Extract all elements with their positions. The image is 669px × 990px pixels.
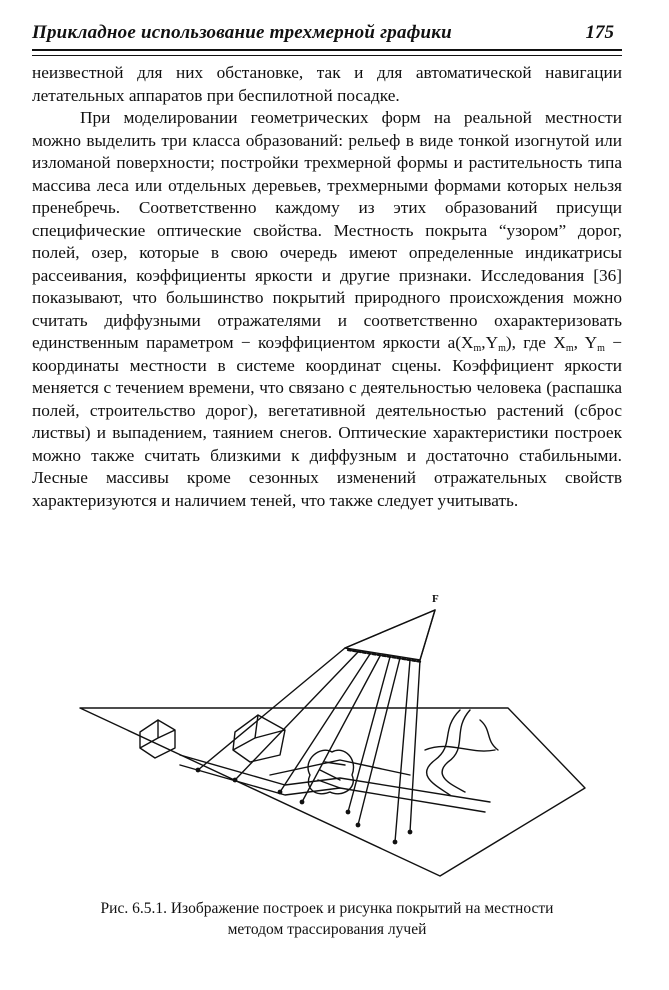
ground-plane bbox=[80, 708, 585, 876]
stream bbox=[427, 710, 460, 795]
body-text bbox=[32, 62, 622, 512]
ray bbox=[280, 654, 370, 792]
image-plane-edge bbox=[348, 650, 422, 662]
ray bbox=[358, 658, 400, 825]
ray bbox=[348, 657, 390, 812]
figure-caption bbox=[32, 898, 622, 940]
ray-hit-point bbox=[346, 810, 351, 815]
road bbox=[270, 760, 410, 775]
field-boundary bbox=[425, 746, 495, 751]
paragraph-continued: неизвестной для них обстановке, так и для автоматической навигации летательных аппаратов при беспилотной посадке. bbox=[32, 63, 622, 105]
figure-ray-tracing bbox=[40, 580, 630, 880]
ray bbox=[410, 660, 420, 832]
tree-cluster bbox=[308, 750, 353, 794]
header-rule bbox=[32, 49, 622, 56]
ray bbox=[198, 648, 345, 770]
caption-line-2: методом трассирования лучей bbox=[227, 921, 427, 938]
running-head-title: Прикладное использование трехмерной графики bbox=[32, 22, 452, 43]
ray bbox=[302, 656, 380, 802]
apex-ray-right bbox=[420, 610, 435, 660]
ray bbox=[395, 660, 410, 842]
ray-hit-point bbox=[356, 823, 361, 828]
stream bbox=[442, 710, 470, 792]
ray-tracing-illustration bbox=[40, 580, 630, 880]
paragraph-terrain-modeling: При моделировании геометрических форм на реальной местности можно выделить три класса образований: рельеф в виде тонкой изогнутой или изломаной поверхности; постройки трехмерной формы и растительность типа массива леса или отдельных деревьев, трехмерными формами которых нельзя пренебречь. Соответственно каждому из этих образований присущи специфические оптические свойства. Местность покрыта “узором” дорог, полей, озер, которые в свою очередь имеют определенные индикатрисы рассеивания, коэффициенты яркости и другие признаки. Исследования [36] показывают, что большинство покрытий природного происхождения можно считать диффузными отражателями и соответственно охарактеризовать единственным параметром − коэффициентом яркости $a(X_m,Y_m)$, где $X_m$, $Y_m$ − координаты местности в системе координат сцены. Коэффициент яркости меняется с течением времени, что связано с деятельностью человека (распашка полей, строительство дорог), вегетативной деятельностью растений (сброс листвы) и выпадением, таянием снегов. Оптические характеристики построек можно также считать близкими к диффузным и достаточно стабильными. Лесные массивы кроме сезонных изменений отражательных свойств характеризуются и наличием теней, что также следует учитывать. bbox=[32, 108, 622, 510]
ray-hit-point bbox=[300, 800, 305, 805]
apex-ray-left bbox=[345, 610, 435, 648]
field-boundary bbox=[480, 720, 498, 750]
running-head bbox=[32, 20, 622, 48]
page-number: 175 bbox=[585, 22, 614, 43]
ray-hit-point bbox=[393, 840, 398, 845]
ray-hit-point bbox=[408, 830, 413, 835]
caption-line-1: Рис. 6.5.1. Изображение построек и рисунка покрытий на местности bbox=[100, 900, 554, 917]
focal-point-label: F bbox=[432, 593, 439, 605]
